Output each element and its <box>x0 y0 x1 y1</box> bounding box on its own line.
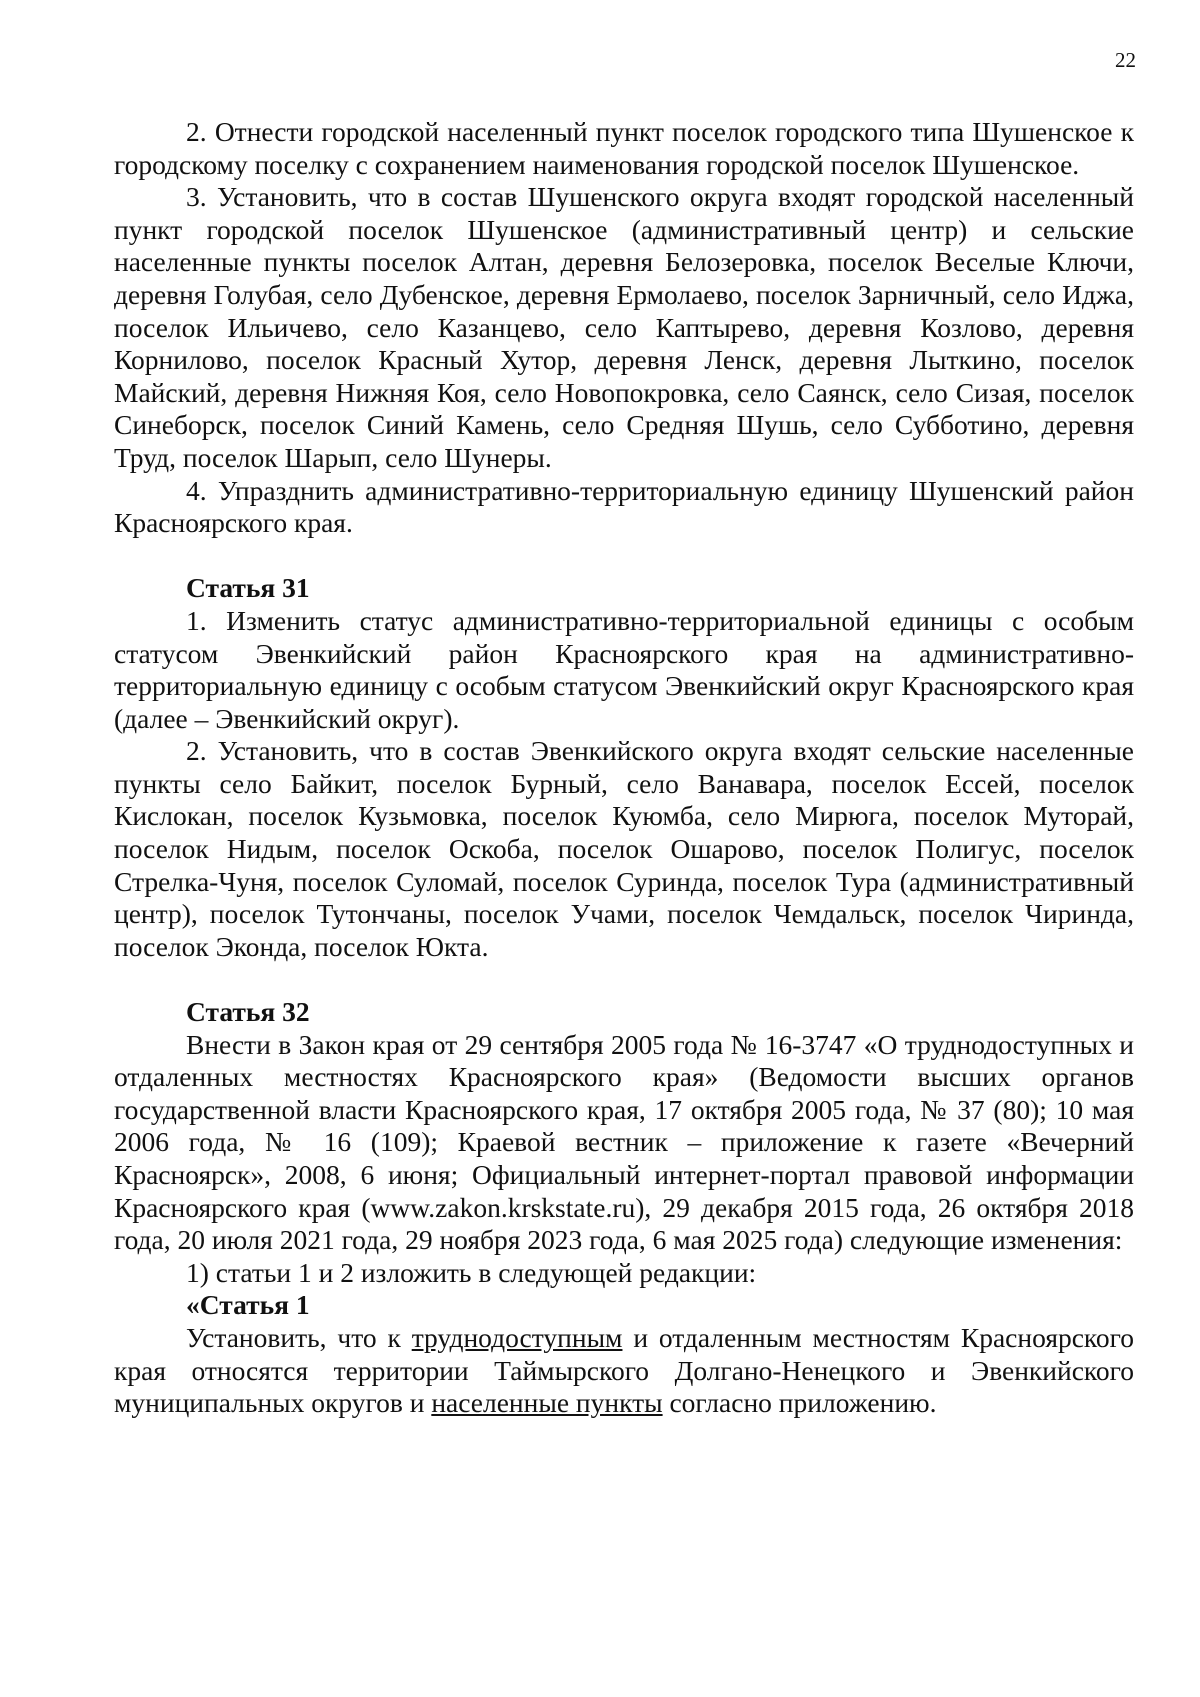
quoted-text-part-2: и отдаленным местностям Красноярского края относятся территории Таймырского Долгано-Ненецкого и Эвенкийского муниципальных округов и <box>114 1321 1134 1419</box>
article-32-intro: Внести в Закон края от 29 сентября 2005 года № 16-3747 «О труднодоступных и отдаленных местностях Красноярского края» (Ведомости высших органов государственной власти Красноярского края, 17 октября 2005 года, № 37 (80); 10 мая 2006 года, № 16 (109); Краевой вестник – приложение к газете «Вечерний Красноярск», 2008, 6 июня; Официальный интернет-портал правовой информации Красноярского края (www.zakon.krskstate.ru), 29 декабря 2015 года, 26 октября 2018 года, 20 июля 2021 года, 29 ноября 2023 года, 6 мая 2025 года) следующие изменения: <box>114 1028 1134 1256</box>
article-31-item-2: 2. Установить, что в состав Эвенкийского округа входят сельские населенные пункты село Байкит, поселок Бурный, село Ванавара, поселок Ессей, поселок Кислокан, поселок Кузьмовка, поселок Куюмба, село Мирюга, поселок Муторай, поселок Нидым, поселок Оскоба, поселок Ошарово, поселок Полигус, поселок Стрелка-Чуня, поселок Суломай, поселок Суринда, поселок Тура (административный центр), поселок Тутончаны, поселок Учами, поселок Чемдальск, поселок Чиринда, поселок Эконда, поселок Юкта. <box>114 735 1134 962</box>
underlined-term-settlements: населенные пункты <box>431 1387 663 1419</box>
quoted-text-part-1: Установить, что к <box>186 1321 412 1353</box>
section-item-2: 2. Отнести городской населенный пункт поселок городского типа Шушенское к городскому поселку с сохранением наименования городской поселок Шушенское. <box>114 116 1134 180</box>
article-31-item-1: 1. Изменить статус административно-территориальной единицы с особым статусом Эвенкийский район Красноярского края на административно-территориальную единицу с особым статусом Эвенкийский округ Красноярского края (далее – Эвенкийский округ). <box>114 604 1134 734</box>
section-item-3: 3. Установить, что в состав Шушенского округа входят городской населенный пункт городской поселок Шушенское (административный центр) и сельские населенные пункты поселок Алтан, деревня Белозеровка, поселок Веселые Ключи, деревня Голубая, село Дубенское, деревня Ермолаево, поселок Зарничный, село Иджа, поселок Ильичево, село Казанцево, село Каптырево, деревня Козлово, деревня Корнилово, поселок Красный Хутор, деревня Ленск, деревня Лыткино, поселок Майский, деревня Нижняя Коя, село Новопокровка, село Саянск, село Сизая, поселок Синеборск, поселок Синий Камень, село Средняя Шушь, село Субботино, деревня Труд, поселок Шарып, село Шунеры. <box>114 181 1134 473</box>
page-number: 22 <box>1115 48 1136 72</box>
quoted-text-part-3: согласно приложению. <box>662 1387 937 1419</box>
quoted-article-1-heading: «Статья 1 <box>186 1289 310 1321</box>
document-body <box>114 116 1134 1420</box>
paragraph-gap <box>114 540 1134 573</box>
paragraph-gap <box>114 963 1134 996</box>
underlined-term-hard-to-reach: труднодоступным <box>411 1321 623 1353</box>
section-item-4: 4. Упразднить административно-территориальную единицу Шушенский район Красноярского края. <box>114 474 1134 539</box>
quoted-article-1-text <box>114 1322 1134 1420</box>
article-32-heading: Статья 32 <box>186 996 310 1028</box>
article-31-heading: Статья 31 <box>186 572 310 604</box>
article-32-change-1: 1) статьи 1 и 2 изложить в следующей редакции: <box>186 1256 757 1288</box>
